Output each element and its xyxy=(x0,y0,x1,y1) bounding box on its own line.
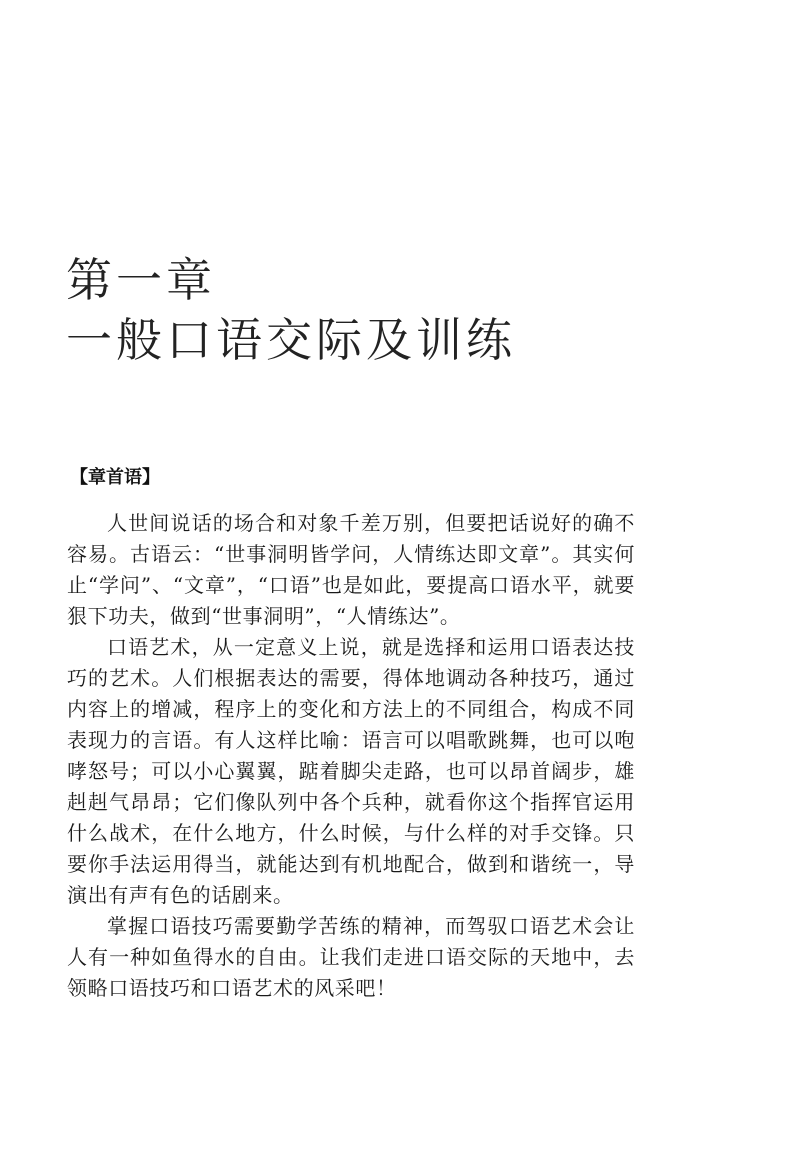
paragraph-2: 口语艺术，从一定意义上说，就是选择和运用口语表达技巧的艺术。人们根据表达的需要，得体地调动各种技巧，通过内容上的增减，程序上的变化和方法上的不同组合，构成不同表现力的言语。有人这样比喻：语言可以唱歌跳舞，也可以咆哮怒号；可以小心翼翼，踮着脚尖走路，也可以昂首阔步，雄赳赳气昂昂；它们像队列中各个兵种，就看你这个指挥官运用什么战术，在什么地方，什么时候，与什么样的对手交锋。只要你手法运用得当，就能达到有机地配合，做到和谐统一，导演出有声有色的话剧来。 xyxy=(67,635,635,907)
paragraph-3: 掌握口语技巧需要勤学苦练的精神，而驾驭口语艺术会让人有一种如鱼得水的自由。让我们走进口语交际的天地中，去领略口语技巧和口语艺术的风采吧！ xyxy=(67,914,635,1000)
chapter-intro-text xyxy=(67,508,635,1004)
chapter-number: 第一章 xyxy=(66,253,216,307)
paragraph-1: 人世间说话的场合和对象千差万别，但要把话说好的确不容易。古语云：“世事洞明皆学问，人情练达即文章”。其实何止“学问”、“文章”，“口语”也是如此，要提高口语水平，就要狠下功夫，做到“世事洞明”，“人情练达”。 xyxy=(67,511,635,628)
chapter-title xyxy=(66,250,516,370)
chapter-name: 一般口语交际及训练 xyxy=(66,313,516,367)
section-label: 【章首语】 xyxy=(70,467,160,488)
